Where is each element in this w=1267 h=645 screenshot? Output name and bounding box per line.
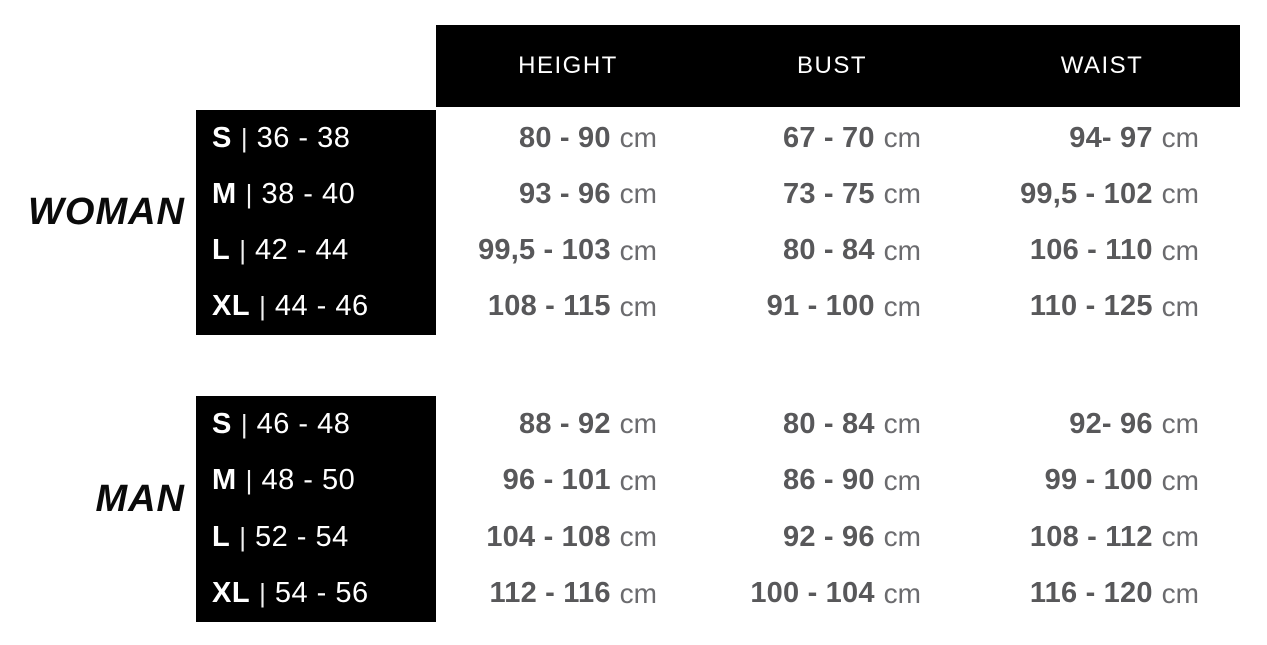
size-separator: | (239, 521, 246, 552)
size-range: 42 - 44 (254, 234, 349, 267)
table-row (196, 110, 1240, 166)
unit-label: cm (619, 290, 657, 322)
height-cell (436, 453, 700, 510)
size-cell (196, 166, 436, 222)
unit-label: cm (1161, 290, 1199, 322)
height-cell (436, 279, 700, 335)
waist-value: 116 - 120 (1029, 577, 1153, 610)
bust-cell (700, 223, 964, 279)
unit-label: cm (1161, 577, 1199, 609)
height-value: 108 - 115 (487, 290, 611, 323)
waist-cell (964, 453, 1240, 510)
unit-label: cm (883, 290, 921, 322)
size-label: L (212, 234, 231, 267)
unit-label: cm (883, 234, 921, 266)
column-header-waist: WAIST (1060, 52, 1144, 79)
waist-value: 99 - 100 (1044, 464, 1153, 497)
table-header (436, 25, 1240, 107)
unit-label: cm (619, 577, 657, 609)
size-cell (196, 279, 436, 335)
height-value: 112 - 116 (489, 577, 611, 610)
table-row (196, 166, 1240, 222)
size-label: XL (212, 577, 251, 610)
height-value: 93 - 96 (518, 177, 611, 210)
size-range: 46 - 48 (256, 407, 351, 440)
waist-value: 106 - 110 (1029, 234, 1153, 267)
bust-cell (700, 509, 964, 566)
size-separator: | (245, 465, 253, 496)
size-cell (196, 453, 436, 510)
size-cell (196, 223, 436, 279)
bust-value: 80 - 84 (782, 407, 875, 440)
size-range: 38 - 40 (261, 177, 356, 210)
size-label: S (212, 121, 232, 154)
bust-cell (700, 396, 964, 453)
waist-cell (964, 223, 1240, 279)
waist-value: 94- 97 (1069, 121, 1153, 154)
size-cell (196, 110, 436, 166)
height-cell (436, 396, 700, 453)
bust-value: 80 - 84 (782, 234, 875, 267)
size-separator: | (239, 235, 246, 266)
unit-label: cm (1161, 234, 1199, 266)
section-label-man: MAN (95, 478, 185, 520)
size-label: M (212, 464, 237, 497)
waist-cell (964, 566, 1240, 623)
size-separator: | (259, 578, 266, 609)
size-label: S (212, 407, 232, 440)
waist-value: 108 - 112 (1029, 520, 1153, 553)
size-separator: | (259, 291, 266, 322)
table-row (196, 223, 1240, 279)
table-row (196, 279, 1240, 335)
size-separator: | (240, 408, 248, 439)
unit-label: cm (619, 464, 657, 496)
waist-cell (964, 279, 1240, 335)
unit-label: cm (619, 234, 657, 266)
size-label: XL (212, 290, 251, 323)
bust-cell (700, 566, 964, 623)
height-value: 96 - 101 (502, 464, 611, 497)
unit-label: cm (1161, 122, 1199, 154)
height-value: 88 - 92 (518, 407, 611, 440)
column-header-bust: BUST (796, 52, 867, 79)
size-cell (196, 509, 436, 566)
waist-cell (964, 110, 1240, 166)
unit-label: cm (1161, 408, 1199, 440)
height-value: 104 - 108 (486, 520, 611, 553)
unit-label: cm (883, 521, 921, 553)
bust-value: 67 - 70 (782, 121, 875, 154)
unit-label: cm (619, 122, 657, 154)
bust-value: 73 - 75 (782, 177, 875, 210)
height-value: 99,5 - 103 (478, 234, 611, 267)
waist-cell (964, 166, 1240, 222)
unit-label: cm (619, 178, 657, 210)
unit-label: cm (883, 464, 921, 496)
bust-cell (700, 110, 964, 166)
size-range: 52 - 54 (254, 520, 349, 553)
size-cell (196, 566, 436, 623)
size-separator: | (240, 122, 248, 153)
size-label: L (212, 520, 231, 553)
man-section (196, 396, 1240, 622)
waist-value: 92- 96 (1069, 407, 1153, 440)
waist-value: 99,5 - 102 (1020, 177, 1153, 210)
bust-value: 92 - 96 (782, 520, 875, 553)
woman-section (196, 110, 1240, 335)
unit-label: cm (1161, 178, 1199, 210)
size-range: 54 - 56 (274, 577, 369, 610)
bust-cell (700, 279, 964, 335)
section-label-woman: WOMAN (28, 191, 185, 233)
bust-cell (700, 453, 964, 510)
unit-label: cm (883, 178, 921, 210)
size-range: 44 - 46 (274, 290, 369, 323)
table-row (196, 396, 1240, 453)
waist-value: 110 - 125 (1029, 290, 1153, 323)
table-row (196, 509, 1240, 566)
size-range: 48 - 50 (261, 464, 356, 497)
table-row (196, 566, 1240, 623)
height-cell (436, 223, 700, 279)
size-cell (196, 396, 436, 453)
height-cell (436, 110, 700, 166)
size-range: 36 - 38 (256, 121, 351, 154)
column-header-height: HEIGHT (518, 52, 618, 79)
bust-value: 86 - 90 (782, 464, 875, 497)
waist-cell (964, 509, 1240, 566)
bust-value: 100 - 104 (750, 577, 875, 610)
unit-label: cm (1161, 464, 1199, 496)
unit-label: cm (619, 521, 657, 553)
unit-label: cm (883, 122, 921, 154)
unit-label: cm (619, 408, 657, 440)
waist-cell (964, 396, 1240, 453)
unit-label: cm (883, 577, 921, 609)
bust-cell (700, 166, 964, 222)
unit-label: cm (1161, 521, 1199, 553)
height-cell (436, 509, 700, 566)
height-value: 80 - 90 (518, 121, 611, 154)
height-cell (436, 566, 700, 623)
unit-label: cm (883, 408, 921, 440)
height-cell (436, 166, 700, 222)
bust-value: 91 - 100 (766, 290, 875, 323)
size-label: M (212, 177, 237, 210)
size-separator: | (245, 178, 253, 209)
table-row (196, 453, 1240, 510)
